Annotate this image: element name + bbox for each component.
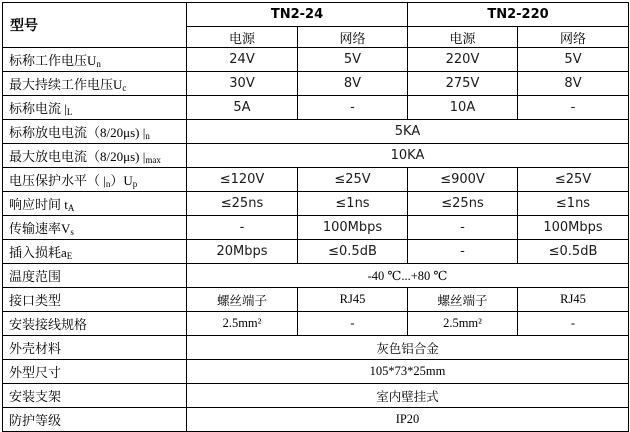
row-label-text: 插入损耗a [9,245,67,260]
row-label [3,192,187,216]
spec-cell: 5A [187,96,298,120]
table-row [3,408,629,432]
spec-cell: 20Mbps [187,240,298,264]
table-row [3,96,629,120]
table-row [3,264,629,288]
subcol-header-power-1: 电源 [187,27,298,48]
spec-sheet [2,2,628,430]
spec-span-cell: -40 ℃...+80 ℃ [187,264,629,288]
model-header-cell: 型号 [3,3,187,48]
spec-span-cell: IP20 [187,408,629,432]
spec-cell: - [518,96,629,120]
row-label-text: 接口类型 [9,293,62,308]
spec-cell: ≤1ns [298,192,408,216]
row-label-subscript: max [145,155,161,165]
spec-cell: 220V [408,48,518,72]
row-label-text: 最大放电电流（8/20μs) | [9,149,146,164]
row-label-text: 外型尺寸 [9,365,62,380]
spec-cell: - [187,216,298,240]
spec-cell: 100Mbps [518,216,629,240]
table-row [3,192,629,216]
row-label-text: 电压保护水平（ | [9,173,106,188]
row-label-text: 最大持续工作电压U [9,77,123,92]
spec-cell: 275V [408,72,518,96]
row-label [3,312,187,336]
spec-cell: 100Mbps [298,216,408,240]
spec-cell: RJ45 [518,288,629,312]
row-label-subscript: n [96,59,101,69]
row-label-text: 传输速率V [9,221,71,236]
spec-cell: 30V [187,72,298,96]
row-label [3,336,187,360]
row-label [3,144,187,168]
spec-cell: ≤25V [298,168,408,192]
table-row [3,240,629,264]
spec-cell: 24V [187,48,298,72]
row-label-subscript: c [122,83,127,93]
row-label-subscript: p [132,179,138,189]
row-label-text: 安装支架 [9,389,62,404]
spec-cell: ≤0.5dB [298,240,408,264]
row-label-text: 响应时间 t [9,197,68,212]
row-label-subscript: n [145,131,150,141]
row-label-text: 标称工作电压U [9,53,97,68]
row-label-subscript: n [105,179,111,189]
spec-table-body [3,48,629,432]
row-label [3,240,187,264]
row-label [3,288,187,312]
row-label [3,408,187,432]
row-label [3,384,187,408]
spec-cell: - [298,312,408,336]
row-label [3,264,187,288]
spec-span-cell: 室内壁挂式 [187,384,629,408]
table-row [3,384,629,408]
table-row [3,120,629,144]
subcol-header-network-1: 网络 [298,27,408,48]
spec-cell: 5V [518,48,629,72]
spec-cell: - [408,240,518,264]
spec-cell: ≤120V [187,168,298,192]
row-label-text: 外壳材料 [9,341,62,356]
row-label-text: ）U [110,173,133,188]
spec-table-header [3,3,629,48]
spec-cell: - [408,216,518,240]
row-label [3,96,187,120]
spec-cell: - [298,96,408,120]
row-label-text: 温度范围 [9,269,62,284]
row-label-subscript: A [67,203,75,213]
spec-cell: ≤25ns [187,192,298,216]
row-label [3,360,187,384]
spec-cell: RJ45 [298,288,408,312]
spec-cell: 10A [408,96,518,120]
spec-cell: ≤0.5dB [518,240,629,264]
table-row [3,144,629,168]
row-label-text: 标称放电电流（8/20μs) | [9,125,146,140]
spec-cell: - [518,312,629,336]
table-row [3,48,629,72]
row-label [3,216,187,240]
spec-cell: 2.5mm² [187,312,298,336]
spec-span-cell: 灰色铝合金 [187,336,629,360]
row-label [3,72,187,96]
spec-cell: 螺丝端子 [187,288,298,312]
spec-span-cell: 5KA [187,120,629,144]
group-header-tn2-24: TN2-24 [187,3,408,27]
group-header-row [3,3,629,27]
spec-cell: 2.5mm² [408,312,518,336]
spec-cell: ≤1ns [518,192,629,216]
subcol-header-power-2: 电源 [408,27,518,48]
row-label [3,168,187,192]
row-label-text: 防护等级 [9,413,62,428]
table-row [3,288,629,312]
spec-cell: ≤900V [408,168,518,192]
spec-span-cell: 10KA [187,144,629,168]
row-label-subscript: E [66,251,73,261]
spec-span-cell: 105*73*25mm [187,360,629,384]
spec-cell: 8V [518,72,629,96]
row-label-text: 标称电流 | [9,101,67,116]
spec-cell: ≤25V [518,168,629,192]
spec-cell: 5V [298,48,408,72]
table-row [3,168,629,192]
spec-table [2,2,629,432]
group-header-tn2-220: TN2-220 [408,3,629,27]
table-row [3,336,629,360]
table-row [3,216,629,240]
subcol-header-network-2: 网络 [518,27,629,48]
row-label-subscript: s [70,227,74,237]
spec-cell: 8V [298,72,408,96]
table-row [3,72,629,96]
spec-cell: 螺丝端子 [408,288,518,312]
row-label [3,120,187,144]
table-row [3,312,629,336]
table-row [3,360,629,384]
row-label [3,48,187,72]
spec-cell: ≤25ns [408,192,518,216]
row-label-subscript: L [66,107,73,117]
row-label-text: 安装接线规格 [9,317,88,332]
